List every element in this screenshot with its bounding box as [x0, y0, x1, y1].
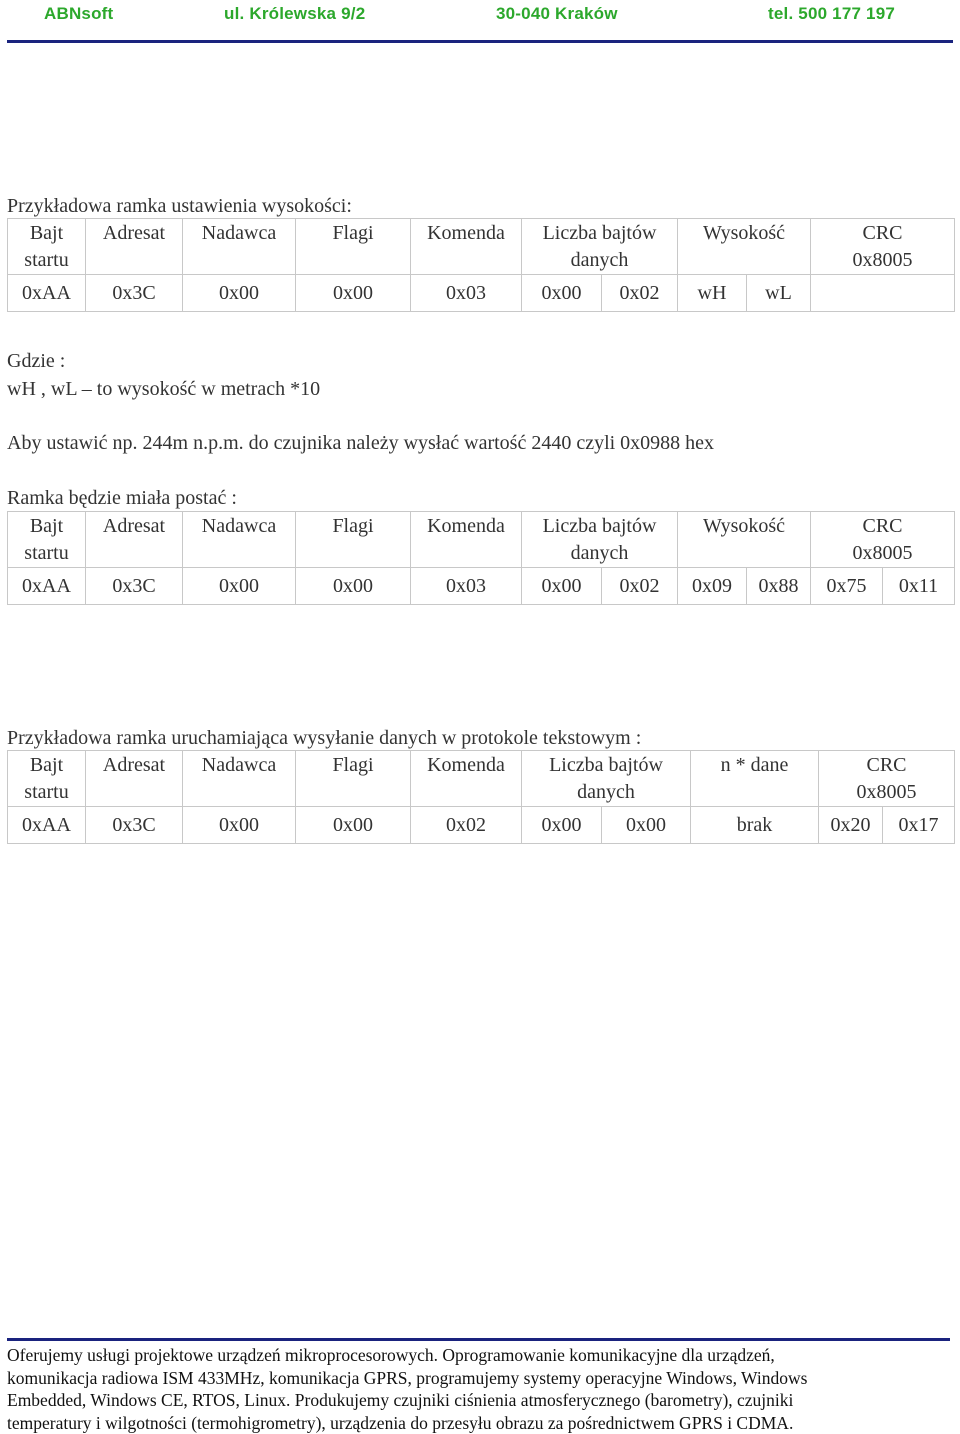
table-value-row: [8, 275, 955, 312]
table-header-row: [8, 219, 955, 275]
value-cell: [811, 275, 955, 312]
note-label: Gdzie :: [7, 349, 65, 373]
page-header: [0, 0, 960, 44]
value-cell: 0x88: [747, 568, 811, 605]
header-cell: CRC 0x8005: [811, 219, 955, 275]
table-value-row: [8, 807, 955, 844]
header-cell: Komenda: [411, 751, 522, 807]
section3-title: Przykładowa ramka uruchamiająca wysyłanie danych w protokole tekstowym :: [7, 726, 641, 750]
header-cell: Flagi: [296, 512, 411, 568]
header-cell: Flagi: [296, 751, 411, 807]
value-cell: 0x3C: [86, 807, 183, 844]
footer-line: temperatury i wilgotności (termohigrometry), urządzenia do przesyłu obrazu za pośrednictwem GPRS i CDMA.: [7, 1412, 953, 1434]
value-cell: 0x00: [296, 807, 411, 844]
value-cell: 0x00: [296, 275, 411, 312]
value-cell: 0xAA: [8, 568, 86, 605]
header-cell: Bajt startu: [8, 219, 86, 275]
header-divider: [7, 40, 953, 43]
value-cell: 0x02: [411, 807, 522, 844]
table-header-row: [8, 751, 955, 807]
value-cell: 0x3C: [86, 275, 183, 312]
value-cell: 0x00: [183, 568, 296, 605]
value-cell: brak: [691, 807, 819, 844]
value-cell: 0x00: [183, 807, 296, 844]
header-cell: Adresat: [86, 512, 183, 568]
header-cell: CRC 0x8005: [811, 512, 955, 568]
value-cell: 0x00: [183, 275, 296, 312]
header-cell: Bajt startu: [8, 512, 86, 568]
company-name: ABNsoft: [44, 4, 113, 24]
company-street: ul. Królewska 9/2: [224, 4, 365, 24]
note-text: wH , wL – to wysokość w metrach *10: [7, 377, 320, 401]
value-cell: wL: [747, 275, 811, 312]
header-cell: n * dane: [691, 751, 819, 807]
value-cell: 0x03: [411, 568, 522, 605]
company-phone: tel. 500 177 197: [768, 4, 895, 24]
value-cell: 0x75: [811, 568, 883, 605]
value-cell: 0x03: [411, 275, 522, 312]
header-cell: Adresat: [86, 219, 183, 275]
header-cell: Liczba bajtów danych: [522, 751, 691, 807]
frame-intro: Ramka będzie miała postać :: [7, 486, 237, 510]
footer-divider: [7, 1338, 950, 1341]
header-cell: Komenda: [411, 219, 522, 275]
value-cell: 0x00: [296, 568, 411, 605]
example-frame-table: [7, 511, 955, 605]
header-cell: Adresat: [86, 751, 183, 807]
text-protocol-frame-table: [7, 750, 955, 844]
header-cell: CRC 0x8005: [819, 751, 955, 807]
value-cell: 0x00: [522, 807, 602, 844]
header-cell: Nadawca: [183, 219, 296, 275]
value-cell: 0x17: [883, 807, 955, 844]
value-cell: 0x00: [522, 275, 602, 312]
footer-line: Oferujemy usługi projektowe urządzeń mikroprocesorowych. Oprogramowanie komunikacyjne dla urządzeń,: [7, 1344, 953, 1367]
header-cell: Nadawca: [183, 512, 296, 568]
header-cell: Nadawca: [183, 751, 296, 807]
table-header-row: [8, 512, 955, 568]
header-cell: Flagi: [296, 219, 411, 275]
footer-line: Embedded, Windows CE, RTOS, Linux. Produkujemy czujniki ciśnienia atmosferycznego (barometry), czujniki: [7, 1389, 953, 1412]
value-cell: 0x20: [819, 807, 883, 844]
section1-title: Przykładowa ramka ustawienia wysokości:: [7, 194, 352, 218]
company-city: 30-040 Kraków: [496, 4, 618, 24]
value-cell: 0xAA: [8, 275, 86, 312]
value-cell: 0x00: [602, 807, 691, 844]
page-footer: [7, 1344, 953, 1434]
value-cell: 0x02: [602, 568, 678, 605]
table-value-row: [8, 568, 955, 605]
value-cell: 0xAA: [8, 807, 86, 844]
value-cell: 0x02: [602, 275, 678, 312]
header-cell: Liczba bajtów danych: [522, 512, 678, 568]
value-cell: 0x11: [883, 568, 955, 605]
height-frame-table: [7, 218, 955, 312]
header-cell: Liczba bajtów danych: [522, 219, 678, 275]
header-cell: Wysokość: [678, 219, 811, 275]
value-cell: wH: [678, 275, 747, 312]
header-cell: Komenda: [411, 512, 522, 568]
value-cell: 0x00: [522, 568, 602, 605]
header-cell: Wysokość: [678, 512, 811, 568]
value-cell: 0x3C: [86, 568, 183, 605]
header-cell: Bajt startu: [8, 751, 86, 807]
example-text: Aby ustawić np. 244m n.p.m. do czujnika należy wysłać wartość 2440 czyli 0x0988 hex: [7, 431, 714, 455]
value-cell: 0x09: [678, 568, 747, 605]
footer-line: komunikacja radiowa ISM 433MHz, komunikacja GPRS, programujemy systemy operacyjne Windows, Windows: [7, 1367, 953, 1390]
